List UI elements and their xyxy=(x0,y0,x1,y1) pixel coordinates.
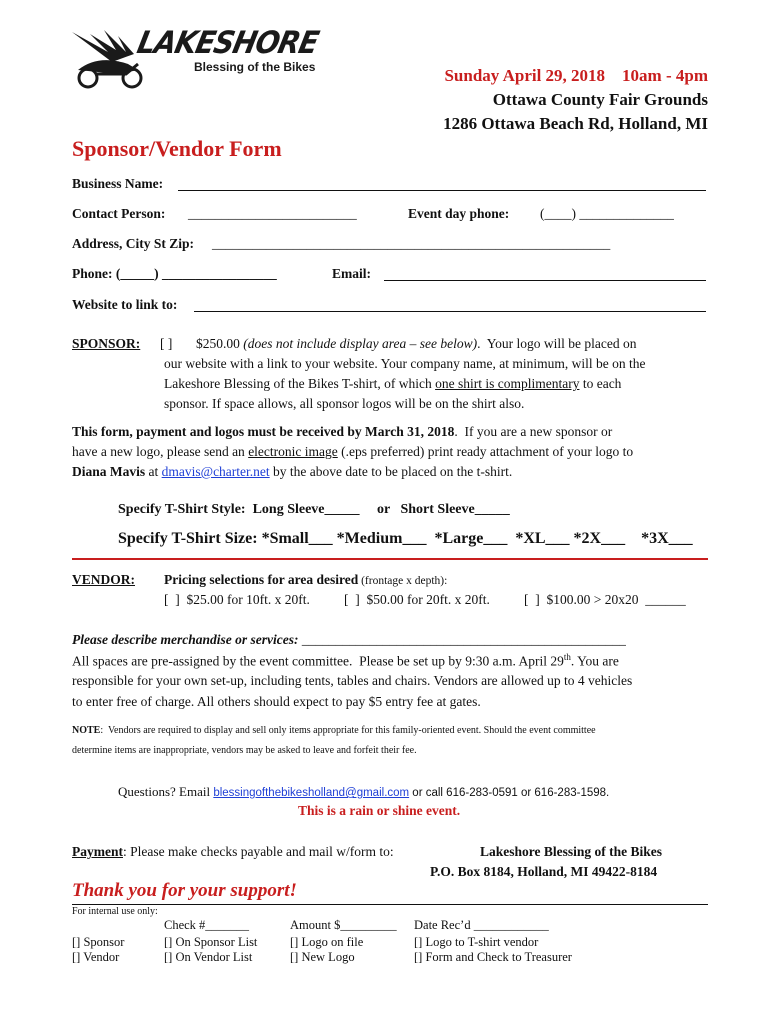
payment-org: Lakeshore Blessing of the Bikes xyxy=(480,844,663,859)
vendor-option-20x20[interactable]: [ ] $50.00 for 20ft. x 20ft. xyxy=(344,592,490,607)
deadline-line-1-rest: . If you are a new sponsor or xyxy=(454,424,613,439)
sponsor-label: SPONSOR: xyxy=(72,336,141,351)
event-logo xyxy=(68,20,338,92)
merch-field[interactable]: ________________________________________________ xyxy=(298,632,626,647)
payment-po-box: P.O. Box 8184, Holland, MI 49422-8184 xyxy=(430,864,658,879)
event-phone-field[interactable]: (____) ______________ xyxy=(540,206,674,221)
internal-heading: For internal use only: xyxy=(72,906,158,917)
deadline-line-3-at: at xyxy=(145,464,162,479)
sponsor-line-3 xyxy=(164,376,621,392)
merch-para-line-2: responsible for your own set-up, including tents, tables and chairs. Vendors are allowed up to 4 vehicles xyxy=(72,673,633,688)
merch-para-line-1-post: . You are xyxy=(570,653,619,669)
website-label: Website to link to: xyxy=(72,297,178,312)
internal-on-sponsor-list[interactable]: [] On Sponsor List xyxy=(164,935,258,949)
contact-name: Diana Mavis xyxy=(72,464,146,479)
business-name-field[interactable] xyxy=(178,190,706,191)
deadline-bold-text: This form, payment and logos must be received by March 31, 2018 xyxy=(72,424,455,439)
deadline-line-2 xyxy=(72,444,633,460)
merch-para-line-1-sup: th xyxy=(563,652,571,662)
tshirt-size-line[interactable]: Specify T-Shirt Size: *Small___ *Medium___ *Large___ *XL___ *2X___ *3X___ xyxy=(118,530,693,547)
contact-person-field[interactable]: _________________________ xyxy=(188,206,357,221)
note-label: NOTE xyxy=(72,725,101,736)
email-label: Email: xyxy=(332,266,371,281)
complimentary-shirt-text: one shirt is complimentary xyxy=(435,376,580,391)
questions-line xyxy=(118,784,609,800)
internal-logo-to-vendor[interactable]: [] Logo to T-shirt vendor xyxy=(414,935,539,949)
address-label: Address, City St Zip: xyxy=(72,236,195,251)
sponsor-line-3-post: to each xyxy=(579,376,622,391)
vendor-pricing-heading xyxy=(164,572,447,588)
note-line-2: determine items are inappropriate, vendors may be asked to leave and forfeit their fee. xyxy=(72,745,417,756)
sponsor-line-2: our website with a link to your website. Your company name, at minimum, will be on the xyxy=(164,356,646,371)
questions-pre: Questions? Email xyxy=(118,784,214,799)
internal-vendor[interactable]: [] Vendor xyxy=(72,950,120,964)
merch-line xyxy=(72,632,626,648)
internal-check: Check #_______ xyxy=(164,918,250,932)
tshirt-style-line[interactable]: Specify T-Shirt Style: Long Sleeve_____ or Short Sleeve_____ xyxy=(118,502,510,517)
electronic-image-text: electronic image xyxy=(248,444,338,459)
event-venue: Ottawa County Fair Grounds xyxy=(492,90,708,109)
merch-para-line-3: to enter free of charge. All others should expect to pay $5 entry fee at gates. xyxy=(72,694,481,709)
business-name-label: Business Name: xyxy=(72,176,164,191)
vendor-pricing-title: Pricing selections for area desired xyxy=(164,572,359,587)
questions-email-link[interactable]: blessingofthebikesholland@gmail.com xyxy=(213,787,410,799)
internal-form-to-treasurer[interactable]: [] Form and Check to Treasurer xyxy=(414,950,572,964)
note-line-1 xyxy=(72,725,596,736)
payment-label: Payment xyxy=(72,844,123,859)
logo-tagline: Blessing of the Bikes xyxy=(194,60,316,74)
internal-amount: Amount $_________ xyxy=(290,918,397,932)
sponsor-checkbox[interactable]: [ ] xyxy=(160,336,173,351)
sponsor-price-note: (does not include display area – see below) xyxy=(243,336,478,351)
internal-divider xyxy=(72,904,708,905)
website-field[interactable] xyxy=(194,311,706,312)
deadline-line-3 xyxy=(72,464,512,480)
event-address: 1286 Ottawa Beach Rd, Holland, MI xyxy=(443,114,708,133)
deadline-line-3-post: by the above date to be placed on the t-shirt. xyxy=(269,464,513,479)
phone-field[interactable]: Phone: (_____) _________________ xyxy=(72,266,277,281)
contact-person-label: Contact Person: xyxy=(72,206,166,221)
event-date-time: Sunday April 29, 2018 10am - 4pm xyxy=(444,66,708,85)
logo-brand: LAKESHORE xyxy=(134,24,322,61)
deadline-line-2-post: (.eps preferred) print ready attachment of your logo to xyxy=(337,444,634,459)
sponsor-price: $250.00 xyxy=(196,336,240,351)
deadline-line-1 xyxy=(72,424,612,440)
sponsor-line-3-pre: Lakeshore Blessing of the Bikes T-shirt, of which xyxy=(164,376,436,391)
sponsor-line-1-rest: . Your logo will be placed on xyxy=(477,336,637,351)
vendor-option-10x20[interactable]: [ ] $25.00 for 10ft. x 20ft. xyxy=(164,592,310,607)
merch-label: Please describe merchandise or services: xyxy=(72,632,299,647)
vendor-label: VENDOR: xyxy=(72,572,135,587)
sponsor-line-1 xyxy=(196,336,636,352)
internal-logo-on-file[interactable]: [] Logo on file xyxy=(290,935,364,949)
email-field[interactable] xyxy=(384,280,706,281)
internal-on-vendor-list[interactable]: [] On Vendor List xyxy=(164,950,253,964)
vendor-option-custom[interactable]: [ ] $100.00 > 20x20 ______ xyxy=(524,592,686,607)
contact-email-link[interactable]: dmavis@charter.net xyxy=(161,464,270,479)
form-title: Sponsor/Vendor Form xyxy=(72,136,282,161)
vendor-pricing-note: (frontage x depth): xyxy=(358,575,448,587)
thank-you-heading: Thank you for your support! xyxy=(72,880,297,901)
internal-date: Date Rec’d ____________ xyxy=(414,918,549,932)
merch-para-line-1 xyxy=(72,652,619,670)
address-field[interactable]: ___________________________________________________________ xyxy=(212,236,611,251)
merch-para-line-1-pre: All spaces are pre-assigned by the event committee. Please be set up by 9:30 a.m. April 29 xyxy=(72,653,564,669)
section-divider xyxy=(72,558,708,560)
note-line-1-text: : Vendors are required to display and sell only items appropriate for this family-oriented event. Should the event committee xyxy=(100,725,596,736)
payment-text: : Please make checks payable and mail w/form to: xyxy=(123,844,394,859)
questions-phones: or call 616-283-0591 or 616-283-1598. xyxy=(409,787,610,799)
deadline-line-2-pre: have a new logo, please send an xyxy=(72,444,249,459)
sponsor-line-4: sponsor. If space allows, all sponsor logos will be on the shirt also. xyxy=(164,396,525,411)
internal-new-logo[interactable]: [] New Logo xyxy=(290,950,355,964)
rain-or-shine: This is a rain or shine event. xyxy=(298,803,461,818)
internal-sponsor[interactable]: [] Sponsor xyxy=(72,935,125,949)
payment-line xyxy=(72,844,394,860)
event-phone-label: Event day phone: xyxy=(408,206,510,221)
